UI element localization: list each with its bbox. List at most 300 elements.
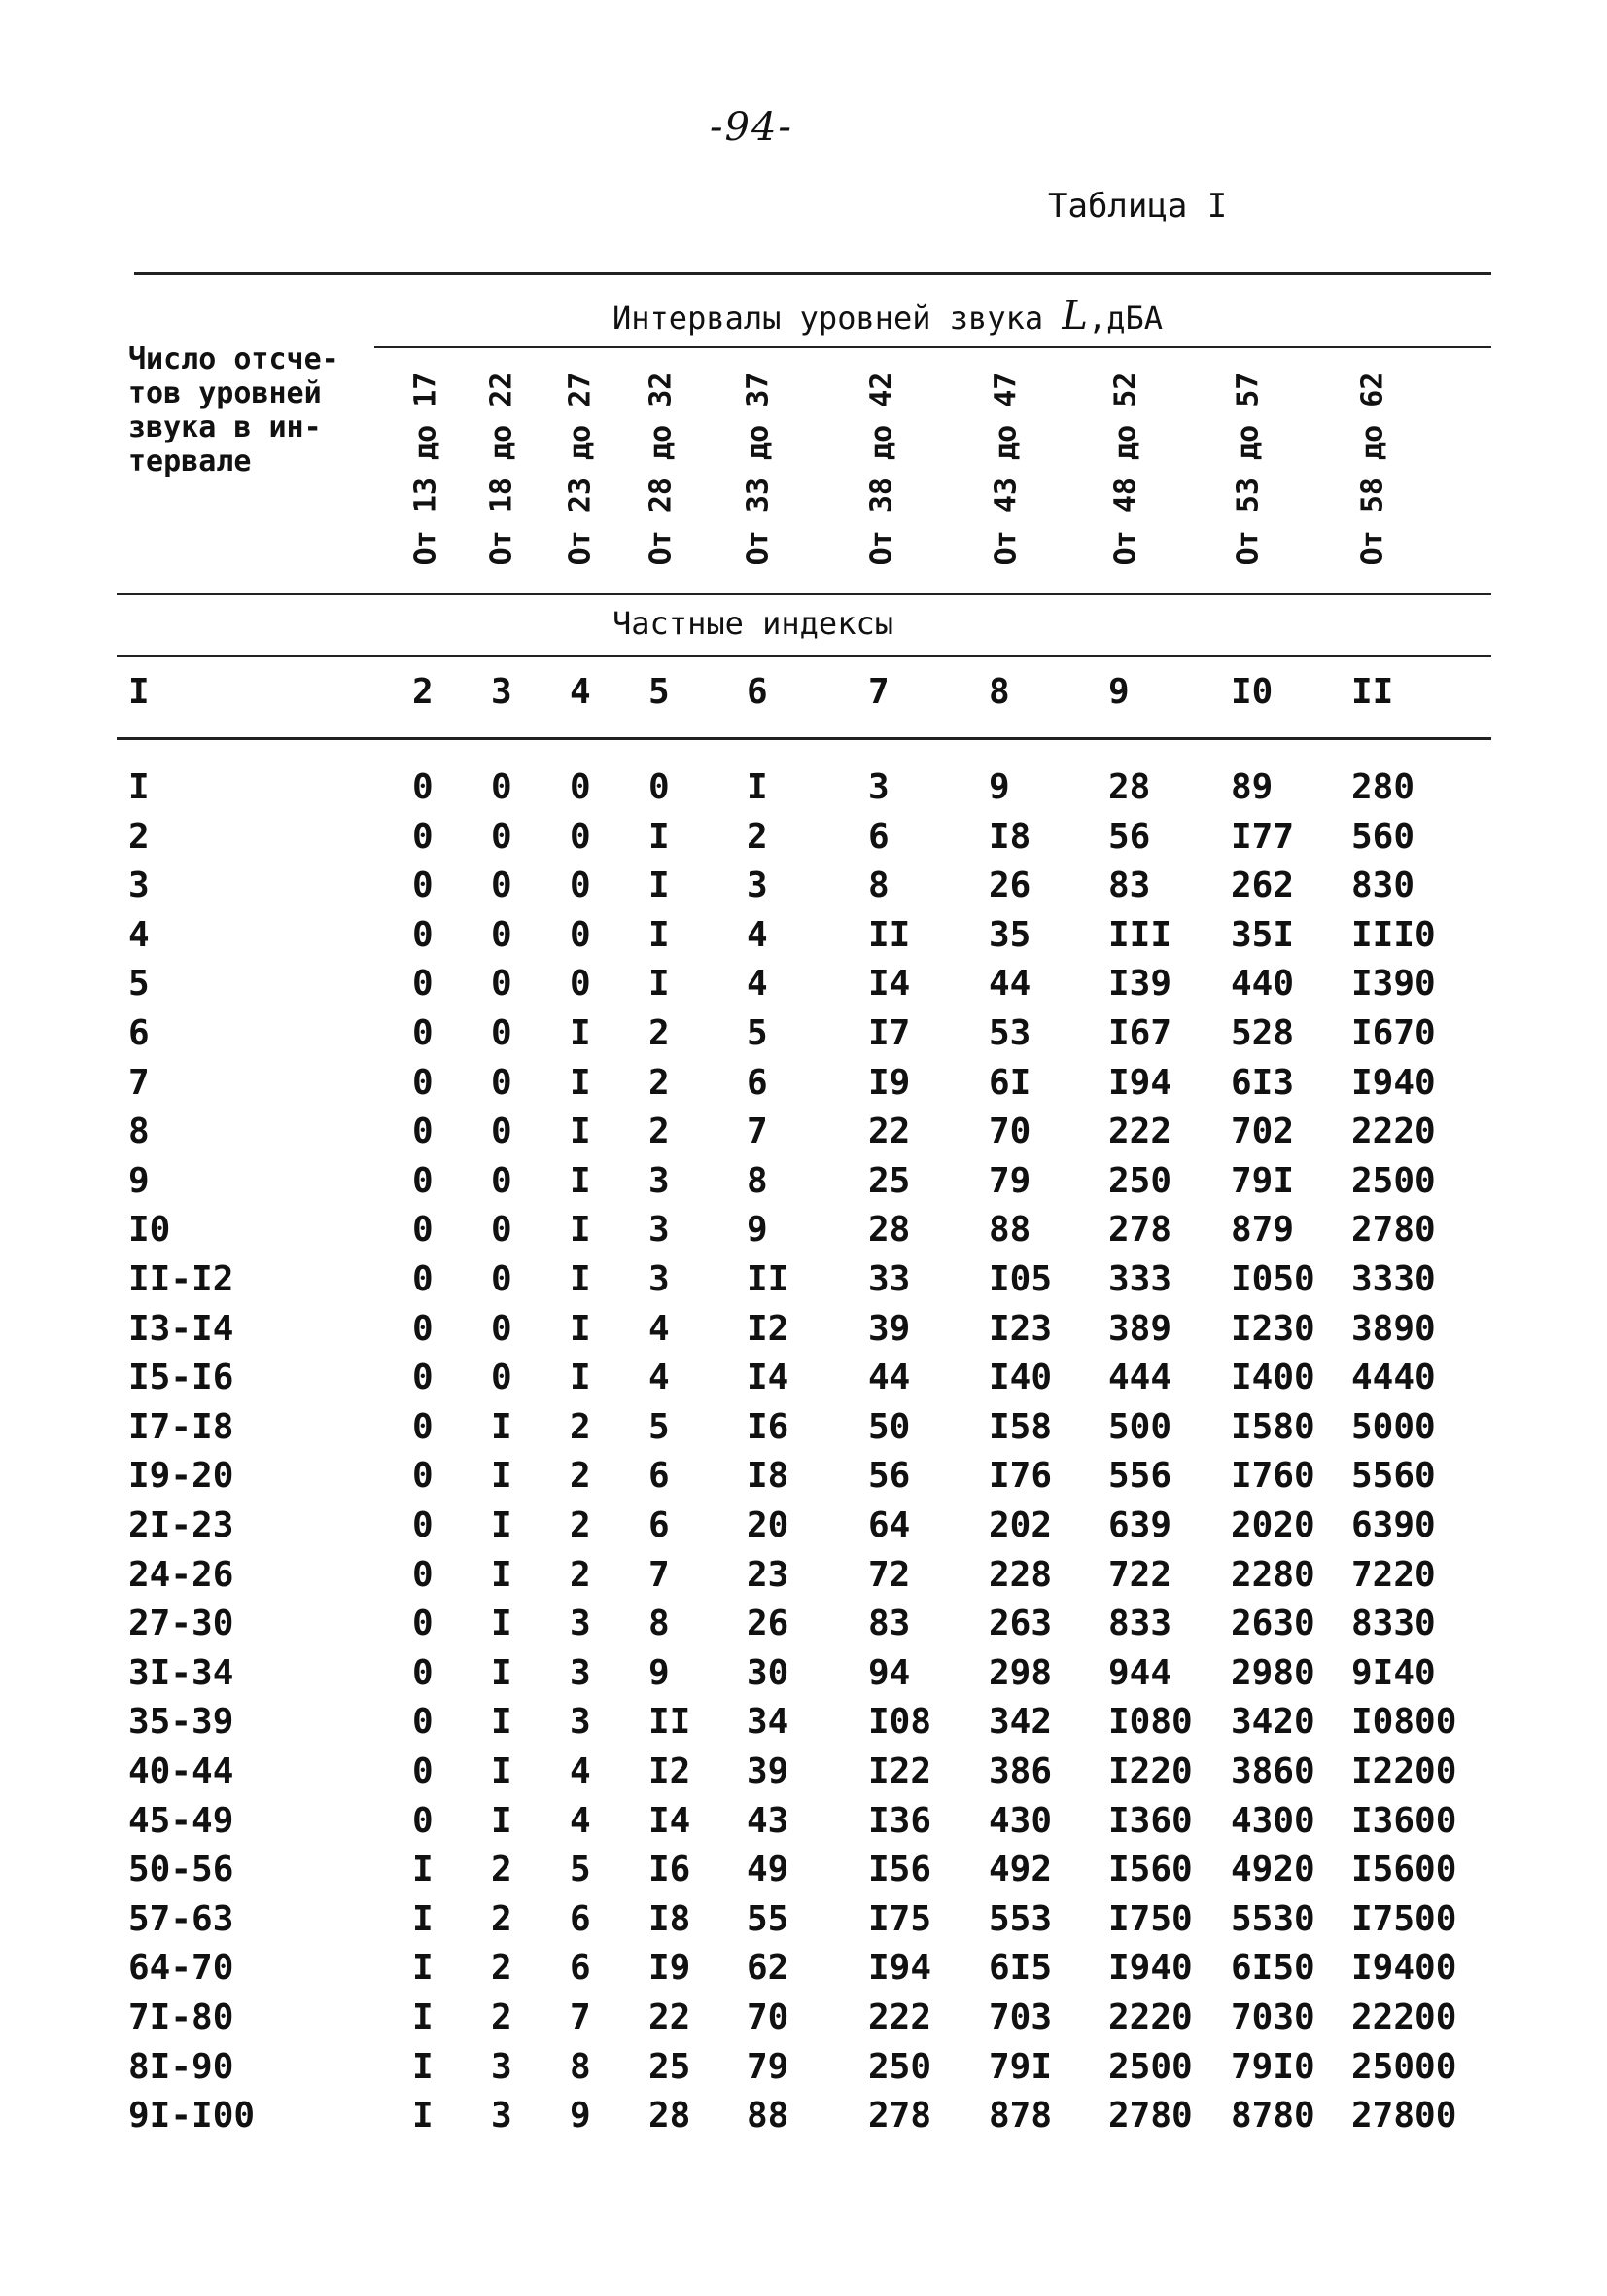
table-cell: 8780: [1231, 2096, 1315, 2136]
table-cell: 0: [412, 1358, 434, 1397]
table-cell: 72: [868, 1555, 911, 1595]
table-cell: I9: [868, 1063, 911, 1103]
table-cell: 79: [989, 1161, 1031, 1201]
row-count-label: I9-20: [128, 1456, 234, 1496]
table-cell: 6: [648, 1456, 670, 1496]
table-cell: 0: [570, 865, 591, 905]
interval-header-label: От 48 до 52: [1108, 371, 1143, 566]
table-cell: I5600: [1351, 1850, 1457, 1890]
table-cell: 3890: [1351, 1309, 1436, 1349]
interval-header-label: От 43 до 47: [989, 371, 1024, 566]
table-cell: 444: [1108, 1358, 1172, 1397]
interval-header-label: От 53 до 57: [1231, 371, 1266, 566]
table-cell: 3420: [1231, 1702, 1315, 1742]
table-cell: I94: [868, 1948, 932, 1988]
table-cell: 28: [1108, 767, 1151, 807]
table-cell: I2200: [1351, 1751, 1457, 1791]
table-cell: I8: [989, 817, 1031, 857]
row-count-label: 6: [128, 1013, 150, 1053]
table-cell: 0: [412, 1653, 434, 1693]
table-cell: 6I50: [1231, 1948, 1315, 1988]
table-cell: I: [570, 1161, 591, 1201]
table-cell: 22: [648, 1997, 691, 2037]
row-count-label: I7-I8: [128, 1407, 234, 1447]
table-cell: 28: [648, 2096, 691, 2136]
table-cell: 5: [747, 1013, 768, 1053]
row-count-label: 50-56: [128, 1850, 234, 1890]
table-cell: 0: [412, 1309, 434, 1349]
table-cell: 27800: [1351, 2096, 1457, 2136]
table-cell: 0: [412, 865, 434, 905]
table-cell: 440: [1231, 964, 1295, 1004]
table-cell: I77: [1231, 817, 1295, 857]
table-cell: 0: [570, 817, 591, 857]
table-cell: I080: [1108, 1702, 1193, 1742]
table-cell: I39: [1108, 964, 1172, 1004]
row-count-label: 40-44: [128, 1751, 234, 1791]
table-cell: I: [570, 1358, 591, 1397]
table-cell: 228: [989, 1555, 1053, 1595]
table-cell: 83: [1108, 865, 1151, 905]
interval-caption-symbol: L: [1062, 294, 1088, 338]
table-cell: I40: [989, 1358, 1053, 1397]
row-count-label: 2I-23: [128, 1505, 234, 1545]
table-cell: I: [570, 1112, 591, 1151]
table-cell: I36: [868, 1801, 932, 1841]
row-count-label: 45-49: [128, 1801, 234, 1841]
table-cell: I: [412, 1997, 434, 2037]
table-cell: I390: [1351, 964, 1436, 1004]
table-cell: 492: [989, 1850, 1053, 1890]
interval-header-label: От 18 до 22: [484, 371, 519, 566]
table-cell: 23: [747, 1555, 789, 1595]
table-cell: 0: [491, 817, 512, 857]
table-cell: 278: [868, 2096, 932, 2136]
interval-header: [862, 352, 901, 585]
table-cell: I9400: [1351, 1948, 1457, 1988]
row-count-label: 64-70: [128, 1948, 234, 1988]
table-cell: 8330: [1351, 1604, 1436, 1643]
table-cell: 386: [989, 1751, 1053, 1791]
table-cell: 70: [747, 1997, 789, 2037]
row-count-label: 9I-I00: [128, 2096, 256, 2136]
table-cell: 35I: [1231, 915, 1295, 955]
table-cell: I: [648, 817, 670, 857]
row-count-label: 2: [128, 817, 150, 857]
table-cell: 88: [989, 1210, 1031, 1250]
table-cell: 0: [412, 1161, 434, 1201]
table-cell: 2500: [1108, 2047, 1193, 2087]
table-cell: 4: [570, 1801, 591, 1841]
table-cell: 56: [1108, 817, 1151, 857]
table-cell: 88: [747, 2096, 789, 2136]
table-cell: I3600: [1351, 1801, 1457, 1841]
table-cell: I9: [648, 1948, 691, 1988]
table-cell: 333: [1108, 1259, 1172, 1299]
table-cell: 0: [491, 767, 512, 807]
table-cell: 2220: [1108, 1997, 1193, 2037]
table-cell: 3860: [1231, 1751, 1315, 1791]
table-cell: 3: [570, 1702, 591, 1742]
table-cell: 0: [412, 1259, 434, 1299]
table-cell: 25000: [1351, 2047, 1457, 2087]
table-cell: 0: [412, 1407, 434, 1447]
table-cell: I22: [868, 1751, 932, 1791]
table-cell: 83: [868, 1604, 911, 1643]
row-count-label: I5-I6: [128, 1358, 234, 1397]
table-cell: 0: [491, 1259, 512, 1299]
table-cell: I050: [1231, 1259, 1315, 1299]
table-cell: I: [570, 1210, 591, 1250]
table-cell: I: [412, 2096, 434, 2136]
table-cell: I0800: [1351, 1702, 1457, 1742]
table-cell: 0: [491, 1358, 512, 1397]
table-cell: 0: [491, 1063, 512, 1103]
table-cell: 50: [868, 1407, 911, 1447]
table-cell: I56: [868, 1850, 932, 1890]
table-cell: 4300: [1231, 1801, 1315, 1841]
table-cell: I: [570, 1309, 591, 1349]
table-cell: 298: [989, 1653, 1053, 1693]
table-cell: 0: [412, 1112, 434, 1151]
table-cell: I23: [989, 1309, 1053, 1349]
table-cell: I08: [868, 1702, 932, 1742]
table-cell: 702: [1231, 1112, 1295, 1151]
table-cell: 6: [868, 817, 890, 857]
table-cell: 6I: [989, 1063, 1031, 1103]
table-cell: I560: [1108, 1850, 1193, 1890]
table-cell: I8: [747, 1456, 789, 1496]
table-cell: II: [747, 1259, 789, 1299]
table-cell: 500: [1108, 1407, 1172, 1447]
table-cell: I: [491, 1505, 512, 1545]
table-top-rule: [134, 272, 1491, 275]
table-cell: 7: [570, 1997, 591, 2037]
table-cell: 2780: [1108, 2096, 1193, 2136]
table-cell: I: [648, 865, 670, 905]
table-cell: 0: [491, 915, 512, 955]
table-cell: 8: [868, 865, 890, 905]
interval-header: [1106, 352, 1145, 585]
table-cell: I: [570, 1259, 591, 1299]
table-cell: 0: [412, 1604, 434, 1643]
table-cell: 202: [989, 1505, 1053, 1545]
row-count-label: 24-26: [128, 1555, 234, 1595]
table-cell: 0: [491, 1013, 512, 1053]
table-cell: 3: [747, 865, 768, 905]
row-count-label: 9: [128, 1161, 150, 1201]
table-cell: III: [1108, 915, 1172, 955]
table-cell: 79I: [1231, 1161, 1295, 1201]
table-cell: I: [747, 767, 768, 807]
table-cell: 2: [747, 817, 768, 857]
table-cell: 0: [412, 817, 434, 857]
table-cell: 8: [570, 2047, 591, 2087]
table-cell: 2: [491, 1997, 512, 2037]
table-cell: 222: [868, 1997, 932, 2037]
table-cell: 30: [747, 1653, 789, 1693]
table-cell: I76: [989, 1456, 1053, 1496]
table-cell: 43: [747, 1801, 789, 1841]
table-cell: 5560: [1351, 1456, 1436, 1496]
table-cell: 3: [491, 2047, 512, 2087]
table-cell: 0: [412, 1555, 434, 1595]
table-cell: 6: [570, 1948, 591, 1988]
row-count-label: 35-39: [128, 1702, 234, 1742]
table-cell: 0: [570, 915, 591, 955]
table-cell: 5000: [1351, 1407, 1436, 1447]
table-cell: I94: [1108, 1063, 1172, 1103]
row-count-label: 5: [128, 964, 150, 1004]
table-cell: 0: [491, 1112, 512, 1151]
interval-header-label: От 28 до 32: [644, 371, 679, 566]
table-cell: 2: [648, 1112, 670, 1151]
table-cell: I6: [648, 1850, 691, 1890]
table-cell: 28: [868, 1210, 911, 1250]
subcaption: Частные индексы: [612, 605, 893, 642]
table-label: Таблица I: [1048, 187, 1228, 226]
table-cell: 6: [747, 1063, 768, 1103]
table-cell: 4: [570, 1751, 591, 1791]
table-cell: 39: [747, 1751, 789, 1791]
table-cell: 0: [412, 1456, 434, 1496]
row-count-label: 27-30: [128, 1604, 234, 1643]
table-cell: 6: [570, 1899, 591, 1939]
table-cell: 2280: [1231, 1555, 1315, 1595]
table-cell: 0: [491, 1309, 512, 1349]
table-cell: 2: [648, 1063, 670, 1103]
table-cell: 4: [648, 1358, 670, 1397]
row-count-label: I: [128, 767, 150, 807]
column-number: 6: [747, 672, 768, 712]
table-cell: I580: [1231, 1407, 1315, 1447]
table-cell: I2: [648, 1751, 691, 1791]
interval-header-label: От 33 до 37: [741, 371, 776, 566]
interval-header: [1229, 352, 1268, 585]
table-cell: 0: [412, 1801, 434, 1841]
table-cell: I: [570, 1063, 591, 1103]
table-cell: 878: [989, 2096, 1053, 2136]
table-cell: I: [491, 1456, 512, 1496]
row-count-label: 7: [128, 1063, 150, 1103]
table-cell: I: [491, 1801, 512, 1841]
interval-header: [482, 352, 521, 585]
table-cell: 2: [570, 1505, 591, 1545]
table-cell: 2220: [1351, 1112, 1436, 1151]
table-cell: 389: [1108, 1309, 1172, 1349]
table-cell: 55: [747, 1899, 789, 1939]
row-count-label: 8: [128, 1112, 150, 1151]
table-cell: 35: [989, 915, 1031, 955]
table-cell: 250: [868, 2047, 932, 2087]
column-number: 5: [648, 672, 670, 712]
table-cell: I: [648, 915, 670, 955]
table-cell: 0: [412, 1210, 434, 1250]
table-cell: 5: [648, 1407, 670, 1447]
table-cell: 3: [491, 2096, 512, 2136]
table-cell: 560: [1351, 817, 1415, 857]
table-cell: 53: [989, 1013, 1031, 1053]
table-cell: 26: [989, 865, 1031, 905]
table-cell: 2: [491, 1850, 512, 1890]
table-cell: 9I40: [1351, 1653, 1436, 1693]
table-cell: I750: [1108, 1899, 1193, 1939]
table-cell: 89: [1231, 767, 1274, 807]
table-cell: 20: [747, 1505, 789, 1545]
table-cell: 2: [648, 1013, 670, 1053]
table-cell: I: [648, 964, 670, 1004]
table-cell: 79: [747, 2047, 789, 2087]
table-cell: 6390: [1351, 1505, 1436, 1545]
table-cell: 4: [648, 1309, 670, 1349]
row-count-label: 3: [128, 865, 150, 905]
table-cell: 3330: [1351, 1259, 1436, 1299]
table-cell: I8: [648, 1899, 691, 1939]
table-cell: 3: [570, 1604, 591, 1643]
table-cell: 2: [570, 1407, 591, 1447]
table-cell: 5: [570, 1850, 591, 1890]
table-cell: 4440: [1351, 1358, 1436, 1397]
table-cell: I4: [747, 1358, 789, 1397]
table-cell: 6I3: [1231, 1063, 1295, 1103]
table-cell: I6: [747, 1407, 789, 1447]
table-cell: 8: [648, 1604, 670, 1643]
table-cell: 7: [648, 1555, 670, 1595]
table-cell: 56: [868, 1456, 911, 1496]
table-cell: 6: [648, 1505, 670, 1545]
table-cell: I58: [989, 1407, 1053, 1447]
row-count-label: II-I2: [128, 1259, 234, 1299]
row-count-label: 7I-80: [128, 1997, 234, 2037]
table-cell: 0: [570, 964, 591, 1004]
table-cell: 639: [1108, 1505, 1172, 1545]
table-cell: II: [648, 1702, 691, 1742]
table-cell: 0: [412, 1505, 434, 1545]
table-cell: 33: [868, 1259, 911, 1299]
interval-header: [561, 352, 600, 585]
table-cell: 722: [1108, 1555, 1172, 1595]
table-cell: I: [412, 1899, 434, 1939]
interval-header: [406, 352, 445, 585]
column-number: 8: [989, 672, 1010, 712]
table-cell: 0: [412, 1063, 434, 1103]
table-cell: 2: [570, 1456, 591, 1496]
table-cell: 34: [747, 1702, 789, 1742]
table-cell: 79I0: [1231, 2047, 1315, 2087]
table-cell: I940: [1108, 1948, 1193, 1988]
table-cell: 250: [1108, 1161, 1172, 1201]
table-cell: 39: [868, 1309, 911, 1349]
interval-header-label: От 23 до 27: [563, 371, 598, 566]
table-cell: 2980: [1231, 1653, 1315, 1693]
table-cell: 0: [491, 1210, 512, 1250]
table-cell: I: [491, 1407, 512, 1447]
table-cell: 0: [648, 767, 670, 807]
table-cell: I360: [1108, 1801, 1193, 1841]
table-cell: 9: [747, 1210, 768, 1250]
table-cell: 4: [747, 915, 768, 955]
table-cell: III0: [1351, 915, 1436, 955]
table-cell: I220: [1108, 1751, 1193, 1791]
table-cell: 2: [491, 1948, 512, 1988]
table-cell: 25: [648, 2047, 691, 2087]
table-cell: I75: [868, 1899, 932, 1939]
table-cell: 0: [412, 964, 434, 1004]
interval-header-label: От 13 до 17: [408, 371, 443, 566]
table-cell: 3: [648, 1259, 670, 1299]
table-cell: 44: [868, 1358, 911, 1397]
table-cell: 0: [491, 964, 512, 1004]
table-cell: 3: [868, 767, 890, 807]
table-cell: 62: [747, 1948, 789, 1988]
table-cell: 7220: [1351, 1555, 1436, 1595]
row-count-label: I0: [128, 1210, 171, 1250]
table-cell: I4: [648, 1801, 691, 1841]
column-numbers-rule: [117, 737, 1491, 740]
table-cell: 8: [747, 1161, 768, 1201]
table-cell: I760: [1231, 1456, 1315, 1496]
table-cell: 222: [1108, 1112, 1172, 1151]
table-cell: 7: [747, 1112, 768, 1151]
row-header-caption: Число отсче- тов уровней звука в ин- тервале: [128, 342, 339, 478]
column-number: 4: [570, 672, 591, 712]
table-cell: 2780: [1351, 1210, 1436, 1250]
row-count-label: 57-63: [128, 1899, 234, 1939]
table-cell: I230: [1231, 1309, 1315, 1349]
column-number: 7: [868, 672, 890, 712]
table-cell: I: [412, 2047, 434, 2087]
table-cell: 2500: [1351, 1161, 1436, 1201]
table-cell: 556: [1108, 1456, 1172, 1496]
table-cell: 79I: [989, 2047, 1053, 2087]
column-number: I0: [1231, 672, 1274, 712]
table-cell: 4: [747, 964, 768, 1004]
table-cell: 703: [989, 1997, 1053, 2037]
table-cell: 49: [747, 1850, 789, 1890]
interval-caption-prefix: Интервалы уровней звука: [612, 300, 1044, 336]
table-cell: 2: [491, 1899, 512, 1939]
table-cell: 944: [1108, 1653, 1172, 1693]
table-cell: I: [570, 1013, 591, 1053]
table-cell: II: [868, 915, 911, 955]
table-cell: I7: [868, 1013, 911, 1053]
table-cell: I: [491, 1702, 512, 1742]
table-cell: 7030: [1231, 1997, 1315, 2037]
table-cell: 26: [747, 1604, 789, 1643]
table-cell: 64: [868, 1505, 911, 1545]
row-count-label: 3I-34: [128, 1653, 234, 1693]
interval-caption-rule: [374, 346, 1491, 348]
table-cell: 3: [570, 1653, 591, 1693]
table-cell: 6I5: [989, 1948, 1053, 1988]
table-cell: I: [491, 1653, 512, 1693]
table-cell: 4920: [1231, 1850, 1315, 1890]
table-cell: 342: [989, 1702, 1053, 1742]
column-number: I: [128, 672, 150, 712]
row-count-label: 8I-90: [128, 2047, 234, 2087]
column-number: II: [1351, 672, 1394, 712]
column-number: 2: [412, 672, 434, 712]
table-cell: 44: [989, 964, 1031, 1004]
table-cell: I7500: [1351, 1899, 1457, 1939]
interval-header-label: От 38 до 42: [864, 371, 899, 566]
table-cell: 22: [868, 1112, 911, 1151]
table-cell: 70: [989, 1112, 1031, 1151]
table-cell: I: [491, 1604, 512, 1643]
interval-header: [642, 352, 681, 585]
table-cell: I67: [1108, 1013, 1172, 1053]
table-cell: 2: [570, 1555, 591, 1595]
